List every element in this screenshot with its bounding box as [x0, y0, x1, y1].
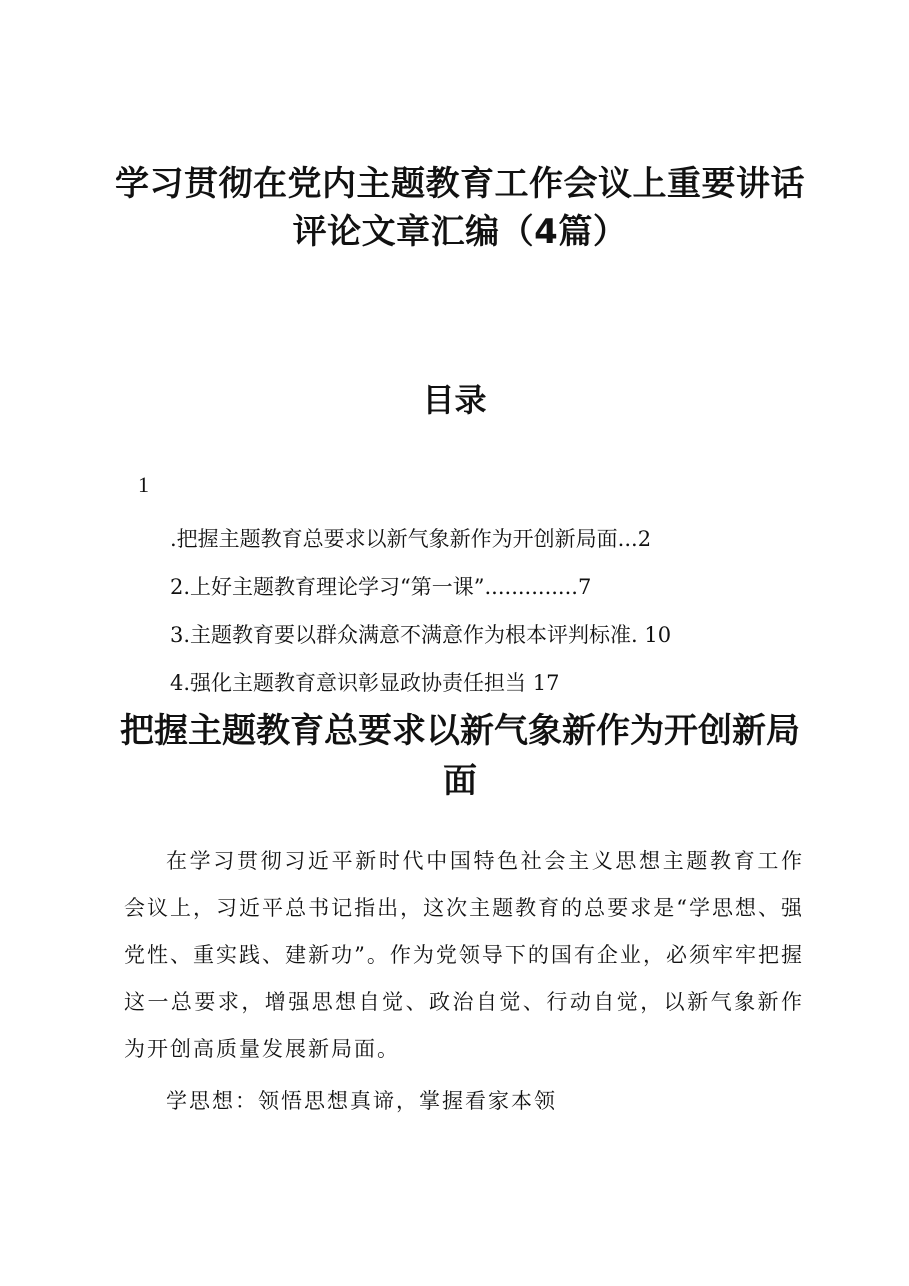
document-title-line-2: 评论文章汇编（4篇） — [292, 212, 628, 252]
section-title — [90, 706, 830, 806]
document-title-line-1: 学习贯彻在党内主题教育工作会议上重要讲话 — [115, 164, 805, 204]
toc-entry-2[interactable]: 2.上好主题教育理论学习“第一课”..............7 — [170, 575, 592, 599]
toc-heading: 目录 — [422, 381, 487, 419]
table-of-contents — [170, 515, 790, 707]
toc-number: 1 — [138, 472, 149, 497]
section-title-line-1: 把握主题教育总要求以新气象新作为开创新局 — [120, 711, 800, 751]
document-title — [80, 160, 840, 256]
toc-entry-1[interactable]: .把握主题教育总要求以新气象新作为开创新局面...2 — [170, 527, 652, 551]
toc-entry-3[interactable]: 3.主题教育要以群众满意不满意作为根本评判标准. 10 — [170, 623, 672, 647]
toc-entry-4[interactable]: 4.强化主题教育意识彰显政协责任担当 17 — [170, 671, 560, 695]
section-title-line-2: 面 — [443, 761, 477, 801]
body-paragraph: 在学习贯彻习近平新时代中国特色社会主义思想主题教育工作会议上，习近平总书记指出，这次主题教育的总要求是“学思想、强党性、重实践、建新功”。作为党领导下的国有企业，必须牢牢把握这一总要求，增强思想自觉、政治自觉、行动自觉，以新气象新作为开创高质量发展新局面。 — [124, 849, 804, 1061]
subheading: 学思想：领悟思想真谛，掌握看家本领 — [166, 1089, 557, 1113]
